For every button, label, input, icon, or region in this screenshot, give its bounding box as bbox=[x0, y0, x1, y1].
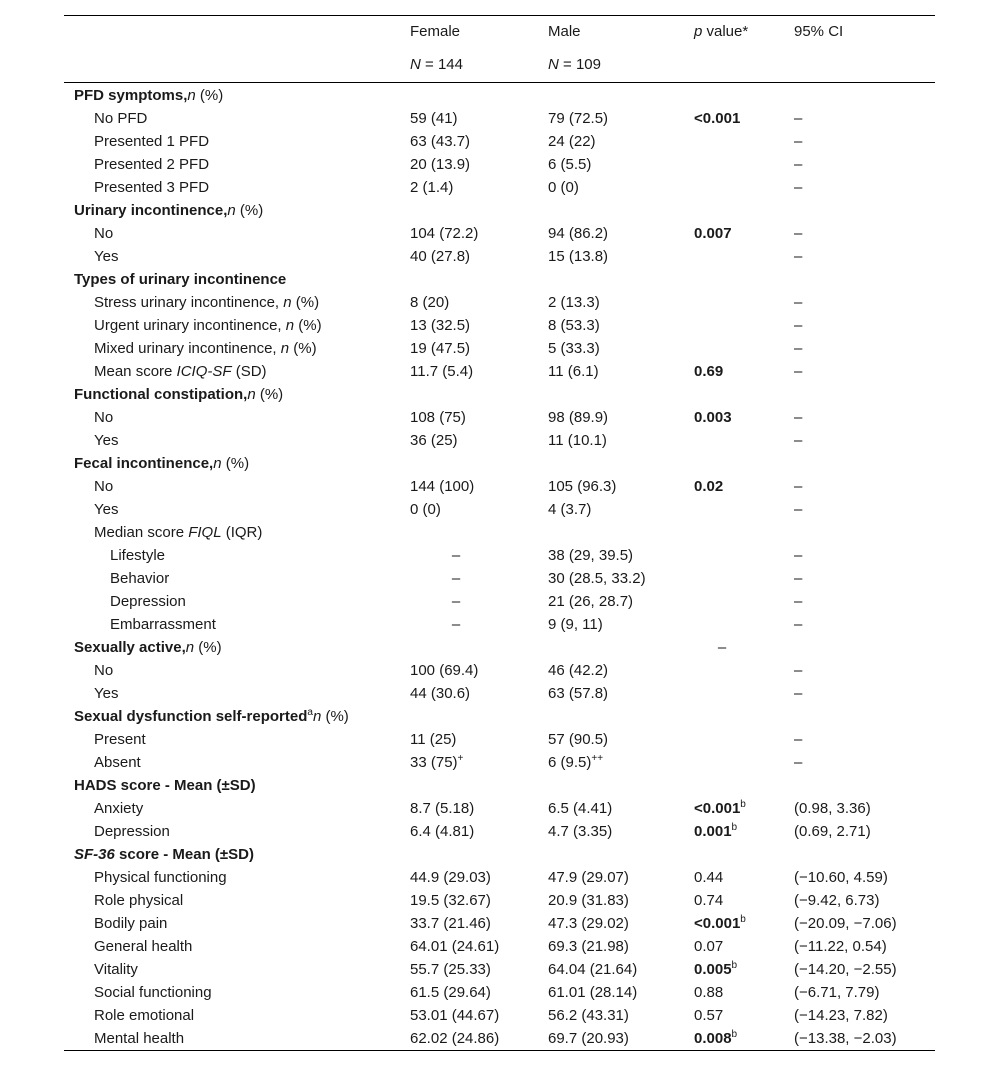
pct-text: (%) bbox=[291, 294, 320, 311]
ci-value: – bbox=[794, 156, 803, 173]
female-value: – bbox=[451, 547, 461, 564]
female-value: 6.4 (4.81) bbox=[410, 823, 475, 840]
table-row bbox=[64, 429, 935, 452]
row-label: Present bbox=[94, 731, 146, 748]
female-value: 20 (13.9) bbox=[410, 156, 471, 173]
p-value bbox=[694, 912, 746, 935]
header-row-columns bbox=[64, 16, 935, 49]
ci-value: – bbox=[794, 317, 803, 334]
ci-value: (−20.09, −7.06) bbox=[794, 915, 897, 932]
label-text: Urgent urinary incontinence, bbox=[94, 317, 286, 334]
section-title bbox=[74, 452, 249, 475]
female-value: 11.7 (5.4) bbox=[410, 363, 474, 380]
label-rest: (IQR) bbox=[221, 524, 263, 541]
table-row bbox=[64, 360, 935, 383]
ci-value: – bbox=[794, 478, 803, 495]
male-value: 69.7 (20.93) bbox=[548, 1030, 629, 1047]
row-label: Mental health bbox=[94, 1030, 185, 1047]
female-value: 19.5 (32.67) bbox=[410, 892, 491, 909]
table-row bbox=[64, 153, 935, 176]
p-text: 0.001 bbox=[694, 823, 732, 840]
value-text: 6 (9.5) bbox=[548, 754, 592, 771]
female-value: 0 (0) bbox=[410, 501, 441, 518]
female-value: 53.01 (44.67) bbox=[410, 1007, 500, 1024]
male-value: 46 (42.2) bbox=[548, 662, 609, 679]
table-row bbox=[64, 889, 935, 912]
section-title bbox=[74, 705, 349, 728]
male-value: 63 (57.8) bbox=[548, 685, 609, 702]
male-value: 6.5 (4.41) bbox=[548, 800, 613, 817]
p-value bbox=[694, 797, 746, 820]
n-italic: N bbox=[410, 56, 421, 73]
table-row bbox=[64, 521, 935, 544]
male-value: 4 (3.7) bbox=[548, 501, 592, 518]
female-value: – bbox=[451, 616, 461, 633]
ci-value: – bbox=[794, 225, 803, 242]
table-row bbox=[64, 222, 935, 245]
p-value: – bbox=[717, 639, 727, 656]
female-value: 8.7 (5.18) bbox=[410, 800, 475, 817]
female-value: 19 (47.5) bbox=[410, 340, 471, 357]
male-value: 69.3 (21.98) bbox=[548, 938, 629, 955]
ci-value: (−13.38, −2.03) bbox=[794, 1030, 897, 1047]
p-value-text: value* bbox=[702, 23, 749, 40]
row-label: Lifestyle bbox=[110, 547, 166, 564]
n-italic: n bbox=[187, 87, 196, 104]
table-row bbox=[64, 406, 935, 429]
female-value: 104 (72.2) bbox=[410, 225, 479, 242]
footnote-sup: b bbox=[740, 799, 746, 810]
row-label: Role emotional bbox=[94, 1007, 195, 1024]
ci-value: – bbox=[794, 593, 803, 610]
p-value bbox=[694, 958, 737, 981]
ci-value: (−10.60, 4.59) bbox=[794, 869, 888, 886]
row-label: Yes bbox=[94, 248, 119, 265]
table-row bbox=[64, 728, 935, 751]
female-value: 64.01 (24.61) bbox=[410, 938, 500, 955]
female-value bbox=[410, 751, 463, 774]
female-n bbox=[410, 49, 463, 80]
table-row bbox=[64, 498, 935, 521]
male-value: 56.2 (43.31) bbox=[548, 1007, 629, 1024]
table-header bbox=[64, 16, 935, 83]
row-label: No bbox=[94, 662, 114, 679]
table-row bbox=[64, 1004, 935, 1027]
table-row bbox=[64, 820, 935, 843]
row-label: Role physical bbox=[94, 892, 184, 909]
p-value: 0.007 bbox=[694, 225, 732, 242]
results-table bbox=[64, 15, 935, 1051]
table-row bbox=[64, 866, 935, 889]
p-value: 0.88 bbox=[694, 984, 724, 1001]
female-value: 11 (25) bbox=[410, 731, 457, 748]
female-value: 144 (100) bbox=[410, 478, 475, 495]
table-row bbox=[64, 682, 935, 705]
male-value: 11 (10.1) bbox=[548, 432, 607, 449]
row-label: No bbox=[94, 409, 114, 426]
title-text: Sexual dysfunction self-reported bbox=[74, 708, 308, 725]
female-value: 40 (27.8) bbox=[410, 248, 471, 265]
section-sf36 bbox=[64, 843, 935, 866]
pct-text: (%) bbox=[321, 708, 349, 725]
row-label: Presented 3 PFD bbox=[94, 179, 210, 196]
male-value: 11 (6.1) bbox=[548, 363, 599, 380]
male-value: 30 (28.5, 33.2) bbox=[548, 570, 646, 587]
section-title bbox=[74, 84, 223, 107]
female-value: 62.02 (24.86) bbox=[410, 1030, 500, 1047]
p-text: 0.005 bbox=[694, 961, 732, 978]
ci-value: – bbox=[794, 363, 803, 380]
female-value: 13 (32.5) bbox=[410, 317, 471, 334]
section-title bbox=[74, 199, 263, 222]
table-row bbox=[64, 613, 935, 636]
row-label: Yes bbox=[94, 501, 119, 518]
row-label: No bbox=[94, 478, 114, 495]
row-label: No bbox=[94, 225, 114, 242]
title-text: Urinary incontinence, bbox=[74, 202, 228, 219]
row-label: Yes bbox=[94, 685, 119, 702]
row-label: General health bbox=[94, 938, 193, 955]
male-value: 6 (5.5) bbox=[548, 156, 592, 173]
ci-value: – bbox=[794, 110, 803, 127]
n-italic: n bbox=[213, 455, 222, 472]
male-value: 21 (26, 28.7) bbox=[548, 593, 634, 610]
ci-value: – bbox=[794, 570, 803, 587]
table-row bbox=[64, 176, 935, 199]
male-value: 9 (9, 11) bbox=[548, 616, 603, 633]
female-value: – bbox=[451, 593, 461, 610]
p-value: 0.02 bbox=[694, 478, 724, 495]
n-italic: n bbox=[247, 386, 256, 403]
female-value: 36 (25) bbox=[410, 432, 458, 449]
p-value bbox=[694, 1027, 737, 1050]
male-value: 61.01 (28.14) bbox=[548, 984, 638, 1001]
row-label bbox=[94, 291, 319, 314]
ci-value: – bbox=[794, 501, 803, 518]
footnote-sup: + bbox=[457, 753, 464, 764]
row-label: Embarrassment bbox=[110, 616, 216, 633]
table-row bbox=[64, 981, 935, 1004]
ci-value: – bbox=[794, 409, 803, 426]
table-row bbox=[64, 337, 935, 360]
section-sexually-active bbox=[64, 636, 935, 659]
n-italic: n bbox=[283, 294, 292, 311]
female-value: 63 (43.7) bbox=[410, 133, 471, 150]
female-value: 33.7 (21.46) bbox=[410, 915, 491, 932]
row-label: Presented 2 PFD bbox=[94, 156, 210, 173]
female-value: 8 (20) bbox=[410, 294, 450, 311]
table-row bbox=[64, 130, 935, 153]
ci-value: (0.98, 3.36) bbox=[794, 800, 871, 817]
table-row bbox=[64, 751, 935, 774]
ci-value: – bbox=[794, 340, 803, 357]
male-value bbox=[548, 751, 603, 774]
female-value: 59 (41) bbox=[410, 110, 458, 127]
p-text: <0.001 bbox=[694, 800, 741, 817]
female-value: 55.7 (25.33) bbox=[410, 961, 491, 978]
value-text: 33 (75) bbox=[410, 754, 458, 771]
row-label bbox=[94, 360, 267, 383]
n-italic: n bbox=[312, 708, 322, 725]
table-row bbox=[64, 590, 935, 613]
pct-text: (%) bbox=[294, 317, 322, 334]
male-value: 57 (90.5) bbox=[548, 731, 609, 748]
table-row bbox=[64, 544, 935, 567]
ci-value: (−9.42, 6.73) bbox=[794, 892, 880, 909]
p-italic: p bbox=[694, 23, 703, 40]
row-label: Depression bbox=[94, 823, 170, 840]
p-value: 0.07 bbox=[694, 938, 724, 955]
male-value: 105 (96.3) bbox=[548, 478, 617, 495]
male-value: 4.7 (3.35) bbox=[548, 823, 613, 840]
ci-value: – bbox=[794, 731, 803, 748]
table-row bbox=[64, 659, 935, 682]
male-value: 24 (22) bbox=[548, 133, 596, 150]
pct-text: (%) bbox=[221, 455, 250, 472]
label-text: Median score bbox=[94, 524, 189, 541]
table-row bbox=[64, 912, 935, 935]
p-text: 0.008 bbox=[694, 1030, 732, 1047]
section-title: HADS score - Mean (±SD) bbox=[74, 777, 256, 794]
label-rest: (SD) bbox=[231, 363, 267, 380]
female-value: 2 (1.4) bbox=[410, 179, 454, 196]
pct-text: (%) bbox=[289, 340, 317, 357]
female-value: 44.9 (29.03) bbox=[410, 869, 491, 886]
label-italic: FIQL bbox=[188, 524, 222, 541]
footnote-sup: b bbox=[731, 822, 738, 833]
male-value: 79 (72.5) bbox=[548, 110, 609, 127]
pct-text: (%) bbox=[194, 639, 222, 656]
col-female-header: Female bbox=[410, 23, 461, 40]
ci-value: – bbox=[794, 547, 803, 564]
title-text: Sexually active, bbox=[74, 639, 186, 656]
female-value: 108 (75) bbox=[410, 409, 466, 426]
table-body bbox=[64, 83, 935, 1050]
table-row bbox=[64, 314, 935, 337]
ci-value: – bbox=[794, 754, 803, 771]
male-value: 20.9 (31.83) bbox=[548, 892, 629, 909]
ci-value: – bbox=[794, 662, 803, 679]
p-value: 0.003 bbox=[694, 409, 732, 426]
section-title: Types of urinary incontinence bbox=[74, 271, 287, 288]
male-value: 2 (13.3) bbox=[548, 294, 600, 311]
p-value: 0.44 bbox=[694, 869, 724, 886]
male-value: 98 (89.9) bbox=[548, 409, 609, 426]
ci-value: – bbox=[794, 432, 803, 449]
male-value: 8 (53.3) bbox=[548, 317, 600, 334]
p-value: 0.69 bbox=[694, 363, 724, 380]
section-sexual-dysfunction bbox=[64, 705, 935, 728]
ci-value: (−6.71, 7.79) bbox=[794, 984, 880, 1001]
footnote-sup: b bbox=[731, 1029, 738, 1040]
n-italic: n bbox=[280, 340, 290, 357]
female-n-value: = 144 bbox=[420, 56, 463, 73]
row-label: Bodily pain bbox=[94, 915, 168, 932]
title-rest: score - Mean (±SD) bbox=[114, 846, 254, 863]
label-text: Stress urinary incontinence, bbox=[94, 294, 284, 311]
male-value: 0 (0) bbox=[548, 179, 579, 196]
row-label: Anxiety bbox=[94, 800, 144, 817]
table-row bbox=[64, 475, 935, 498]
row-label bbox=[94, 521, 262, 544]
row-label: Absent bbox=[94, 754, 141, 771]
table-row bbox=[64, 935, 935, 958]
ci-value: – bbox=[794, 685, 803, 702]
male-value: 94 (86.2) bbox=[548, 225, 609, 242]
row-label bbox=[94, 337, 317, 360]
female-value: 61.5 (29.64) bbox=[410, 984, 491, 1001]
row-label: Physical functioning bbox=[94, 869, 227, 886]
row-label: Social functioning bbox=[94, 984, 212, 1001]
title-text: Functional constipation, bbox=[74, 386, 248, 403]
section-hads bbox=[64, 774, 935, 797]
table-row bbox=[64, 1027, 935, 1050]
section-types-urinary-incontinence bbox=[64, 268, 935, 291]
ci-value: – bbox=[794, 179, 803, 196]
ci-value: (0.69, 2.71) bbox=[794, 823, 871, 840]
col-p-value-header bbox=[694, 16, 748, 47]
footnote-sup: b bbox=[731, 960, 738, 971]
ci-value: (−11.22, 0.54) bbox=[794, 938, 887, 955]
row-label: No PFD bbox=[94, 110, 148, 127]
n-italic: N bbox=[548, 56, 559, 73]
male-value: 47.9 (29.07) bbox=[548, 869, 629, 886]
ci-value: (−14.23, 7.82) bbox=[794, 1007, 888, 1024]
p-value: <0.001 bbox=[694, 110, 741, 127]
male-n-value: = 109 bbox=[558, 56, 601, 73]
row-label: Behavior bbox=[110, 570, 170, 587]
table-row bbox=[64, 245, 935, 268]
header-row-n bbox=[64, 49, 935, 80]
table-row bbox=[64, 958, 935, 981]
ci-value: (−14.20, −2.55) bbox=[794, 961, 897, 978]
row-label: Depression bbox=[110, 593, 186, 610]
label-italic: ICIQ-SF bbox=[176, 363, 232, 380]
pct-text: (%) bbox=[255, 386, 284, 403]
p-value: 0.74 bbox=[694, 892, 724, 909]
label-text: Mixed urinary incontinence, bbox=[94, 340, 281, 357]
male-value: 64.04 (21.64) bbox=[548, 961, 638, 978]
col-male-header: Male bbox=[548, 23, 581, 40]
male-n bbox=[548, 49, 601, 80]
table-row bbox=[64, 107, 935, 130]
ci-value: – bbox=[794, 133, 803, 150]
section-title bbox=[74, 383, 283, 406]
title-italic: SF-36 bbox=[74, 846, 115, 863]
n-italic: n bbox=[285, 317, 295, 334]
table-row bbox=[64, 797, 935, 820]
section-pfd-symptoms bbox=[64, 84, 935, 107]
footnote-sup: ++ bbox=[591, 753, 604, 764]
table-row bbox=[64, 291, 935, 314]
section-title bbox=[74, 636, 222, 659]
ci-value: – bbox=[794, 616, 803, 633]
row-label: Vitality bbox=[94, 961, 138, 978]
section-urinary-incontinence bbox=[64, 199, 935, 222]
footnote-sup: a bbox=[307, 707, 313, 718]
p-value: 0.57 bbox=[694, 1007, 724, 1024]
n-italic: n bbox=[227, 202, 236, 219]
row-label bbox=[94, 314, 322, 337]
female-value: 44 (30.6) bbox=[410, 685, 471, 702]
male-value: 38 (29, 39.5) bbox=[548, 547, 634, 564]
female-value: 100 (69.4) bbox=[410, 662, 479, 679]
p-text: <0.001 bbox=[694, 915, 741, 932]
table-row bbox=[64, 567, 935, 590]
male-value: 15 (13.8) bbox=[548, 248, 609, 265]
p-value bbox=[694, 820, 737, 843]
male-value: 5 (33.3) bbox=[548, 340, 600, 357]
label-text: Mean score bbox=[94, 363, 177, 380]
row-label: Presented 1 PFD bbox=[94, 133, 210, 150]
n-italic: n bbox=[185, 639, 195, 656]
male-value: 47.3 (29.02) bbox=[548, 915, 629, 932]
female-value: – bbox=[451, 570, 461, 587]
pct-text: (%) bbox=[235, 202, 264, 219]
footnote-sup: b bbox=[740, 914, 746, 925]
row-label: Yes bbox=[94, 432, 119, 449]
section-title bbox=[74, 843, 254, 866]
pct-text: (%) bbox=[195, 87, 224, 104]
ci-value: – bbox=[794, 294, 803, 311]
title-text: PFD symptoms, bbox=[74, 87, 188, 104]
title-text: Fecal incontinence, bbox=[74, 455, 214, 472]
section-fecal-incontinence bbox=[64, 452, 935, 475]
col-ci-header: 95% CI bbox=[794, 23, 844, 40]
ci-value: – bbox=[794, 248, 803, 265]
section-functional-constipation bbox=[64, 383, 935, 406]
